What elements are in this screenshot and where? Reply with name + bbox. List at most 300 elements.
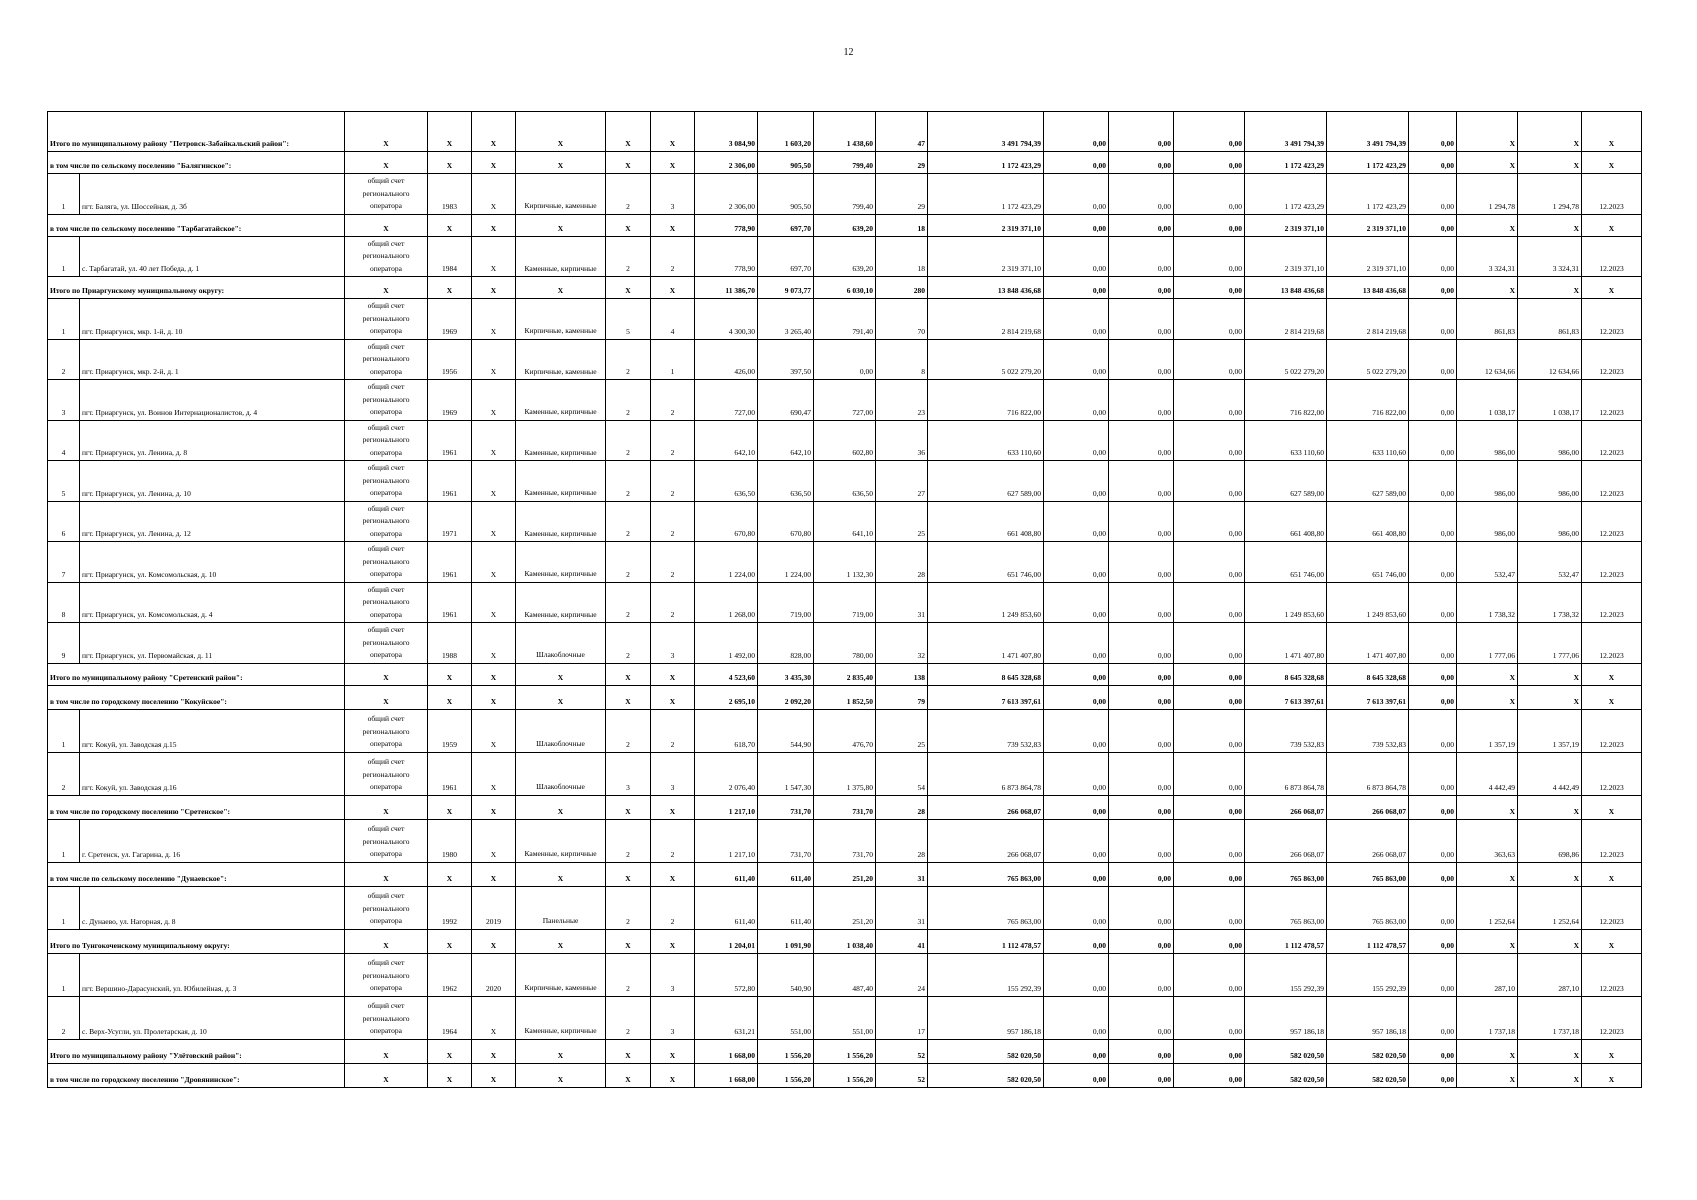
row-number: 1	[48, 709, 80, 752]
table-cell: 1 172 423,29	[1245, 174, 1327, 215]
table-cell: 1 556,20	[758, 1039, 814, 1063]
table-cell: 0,00	[1174, 152, 1245, 174]
row-number: 1	[48, 236, 80, 277]
table-cell: 611,40	[758, 886, 814, 929]
table-cell: 0,00	[1409, 214, 1457, 236]
table-cell: 540,90	[758, 953, 814, 996]
table-cell: 3 491 794,39	[1245, 112, 1327, 152]
table-cell: 0,00	[1109, 380, 1174, 421]
table-cell: 1 737,18	[1518, 996, 1582, 1039]
table-cell: 0,00	[1409, 542, 1457, 583]
table-cell: 1992	[428, 886, 472, 929]
table-cell: 799,40	[814, 152, 876, 174]
table-cell: 661 408,80	[1245, 501, 1327, 542]
table-cell: 1969	[428, 299, 472, 340]
address-cell: пгт. Приаргунск, ул. Комсомольская, д. 10	[80, 542, 345, 583]
table-cell: 2	[606, 461, 651, 502]
table-cell: 3	[651, 174, 695, 215]
table-cell: 1 294,78	[1457, 174, 1518, 215]
table-cell: X	[472, 819, 516, 862]
table-cell: 28	[876, 795, 928, 819]
table-cell: Каменные, кирпичные	[516, 501, 606, 542]
table-cell: X	[516, 795, 606, 819]
table-cell: 1 172 423,29	[928, 174, 1044, 215]
table-cell: 0,00	[1044, 420, 1109, 461]
table-cell: 7 613 397,61	[1327, 685, 1409, 709]
table-cell: Каменные, кирпичные	[516, 236, 606, 277]
table-cell: 1971	[428, 501, 472, 542]
table-cell: 618,70	[695, 709, 758, 752]
table-cell: X	[516, 663, 606, 685]
table-cell: 0,00	[1109, 996, 1174, 1039]
table-cell: Каменные, кирпичные	[516, 582, 606, 623]
table-cell: 2	[606, 236, 651, 277]
table-cell: Каменные, кирпичные	[516, 542, 606, 583]
table-cell: Каменные, кирпичные	[516, 380, 606, 421]
table-cell: 9 073,77	[758, 277, 814, 299]
table-cell: 0,00	[1044, 461, 1109, 502]
table-cell: X	[472, 996, 516, 1039]
table-cell: общий счет регионального оператора	[345, 299, 428, 340]
table-cell: 0,00	[1409, 236, 1457, 277]
address-cell: пгт. Приаргунск, мкр. 2-й, д. 1	[80, 339, 345, 380]
table-cell: 639,20	[814, 236, 876, 277]
table-cell: 12.2023	[1582, 542, 1642, 583]
summary-row	[48, 112, 1642, 152]
table-cell: 0,00	[1174, 582, 1245, 623]
table-cell: 0,00	[1174, 299, 1245, 340]
table-cell: 2 319 371,10	[1245, 236, 1327, 277]
table-cell: 2	[651, 236, 695, 277]
table-cell: 1 556,20	[814, 1039, 876, 1063]
table-cell: 0,00	[1109, 277, 1174, 299]
table-cell: 551,00	[758, 996, 814, 1039]
table-cell: 0,00	[1109, 1039, 1174, 1063]
table-cell: 0,00	[1109, 819, 1174, 862]
table-cell: 1962	[428, 953, 472, 996]
table-cell: 138	[876, 663, 928, 685]
table-cell: 7 613 397,61	[1245, 685, 1327, 709]
table-cell: 0,00	[1174, 929, 1245, 953]
table-cell: 1961	[428, 542, 472, 583]
table-cell: X	[1457, 929, 1518, 953]
table-cell: 0,00	[1174, 542, 1245, 583]
table-cell: X	[472, 420, 516, 461]
table-cell: 0,00	[1174, 862, 1245, 886]
table-cell: 0,00	[1174, 752, 1245, 795]
table-cell: 0,00	[1409, 663, 1457, 685]
table-cell: общий счет регионального оператора	[345, 501, 428, 542]
table-cell: 1980	[428, 819, 472, 862]
table-cell: 716 822,00	[1245, 380, 1327, 421]
table-cell: 0,00	[1044, 380, 1109, 421]
summary-label: в том числе по городскому поселению "Дровянинское":	[48, 1063, 345, 1087]
table-cell: 0,00	[1409, 623, 1457, 664]
table-cell: 627 589,00	[1245, 461, 1327, 502]
table-cell: X	[1518, 862, 1582, 886]
table-cell: 13 848 436,68	[1245, 277, 1327, 299]
table-cell: 2	[606, 582, 651, 623]
table-cell: 1 217,10	[695, 819, 758, 862]
table-cell: 0,00	[1109, 501, 1174, 542]
table-cell: 1 249 853,60	[1245, 582, 1327, 623]
table-cell: 905,50	[758, 174, 814, 215]
table-cell: 4 442,49	[1457, 752, 1518, 795]
table-cell: 2 092,20	[758, 685, 814, 709]
table-cell: 799,40	[814, 174, 876, 215]
table-cell: X	[651, 929, 695, 953]
table-cell: 0,00	[1409, 152, 1457, 174]
table-cell: 2 319 371,10	[1327, 236, 1409, 277]
table-cell: 2	[651, 501, 695, 542]
table-cell: X	[472, 1063, 516, 1087]
table-cell: 641,10	[814, 501, 876, 542]
table-cell: общий счет регионального оператора	[345, 953, 428, 996]
address-cell: с. Верх-Усугли, ул. Пролетарская, д. 10	[80, 996, 345, 1039]
table-cell: 1 294,78	[1518, 174, 1582, 215]
table-cell: 731,70	[814, 819, 876, 862]
table-cell: 1988	[428, 623, 472, 664]
table-cell: 905,50	[758, 152, 814, 174]
table-cell: общий счет регионального оператора	[345, 886, 428, 929]
table-cell: 0,00	[1409, 582, 1457, 623]
summary-label: в том числе по сельскому поселению "Дунаевское":	[48, 862, 345, 886]
table-cell: 986,00	[1457, 420, 1518, 461]
table-cell: 2	[651, 542, 695, 583]
table-cell: 957 186,18	[928, 996, 1044, 1039]
table-cell: 0,00	[1109, 752, 1174, 795]
table-cell: X	[1518, 112, 1582, 152]
summary-row	[48, 214, 1642, 236]
table-cell: 12.2023	[1582, 623, 1642, 664]
table-cell: X	[606, 277, 651, 299]
table-row	[48, 886, 1642, 929]
table-cell: 0,00	[1044, 174, 1109, 215]
table-cell: 2019	[472, 886, 516, 929]
table-cell: 0,00	[1044, 299, 1109, 340]
table-cell: 2	[606, 819, 651, 862]
table-cell: Каменные, кирпичные	[516, 996, 606, 1039]
table-cell: Кирпичные, каменные	[516, 299, 606, 340]
table-cell: 0,00	[1044, 685, 1109, 709]
table-cell: 17	[876, 996, 928, 1039]
table-cell: X	[1582, 214, 1642, 236]
table-cell: 986,00	[1518, 461, 1582, 502]
table-cell: 0,00	[1409, 461, 1457, 502]
table-cell: 1 668,00	[695, 1039, 758, 1063]
table-cell: 1 112 478,57	[928, 929, 1044, 953]
address-cell: пгт. Приаргунск, ул. Первомайская, д. 11	[80, 623, 345, 664]
table-cell: 2 695,10	[695, 685, 758, 709]
table-cell: общий счет регионального оператора	[345, 542, 428, 583]
table-cell: общий счет регионального оператора	[345, 236, 428, 277]
table-cell: 0,00	[1044, 886, 1109, 929]
table-cell: X	[345, 214, 428, 236]
row-number: 1	[48, 953, 80, 996]
table-cell: X	[472, 929, 516, 953]
row-number: 8	[48, 582, 80, 623]
table-row	[48, 299, 1642, 340]
table-cell: 0,00	[1044, 1063, 1109, 1087]
row-number: 9	[48, 623, 80, 664]
table-cell: 12.2023	[1582, 236, 1642, 277]
table-cell: 0,00	[1174, 1063, 1245, 1087]
table-cell: 1 224,00	[758, 542, 814, 583]
table-cell: X	[428, 277, 472, 299]
table-cell: 1 668,00	[695, 1063, 758, 1087]
table-cell: 828,00	[758, 623, 814, 664]
table-cell: X	[606, 112, 651, 152]
table-cell: 18	[876, 236, 928, 277]
table-cell: 1961	[428, 582, 472, 623]
table-cell: 0,00	[1174, 709, 1245, 752]
table-cell: 12.2023	[1582, 420, 1642, 461]
table-cell: 582 020,50	[1245, 1063, 1327, 1087]
table-cell: Кирпичные, каменные	[516, 174, 606, 215]
table-cell: X	[1582, 685, 1642, 709]
address-cell: с. Тарбагатай, ул. 40 лет Победа, д. 1	[80, 236, 345, 277]
row-number: 1	[48, 299, 80, 340]
table-cell: 661 408,80	[928, 501, 1044, 542]
table-cell: X	[651, 663, 695, 685]
table-cell: 1 038,17	[1518, 380, 1582, 421]
table-cell: общий счет регионального оператора	[345, 174, 428, 215]
table-cell: общий счет регионального оператора	[345, 339, 428, 380]
table-cell: 1 204,01	[695, 929, 758, 953]
table-cell: 12.2023	[1582, 752, 1642, 795]
row-number: 3	[48, 380, 80, 421]
table-cell: 363,63	[1457, 819, 1518, 862]
table-cell: X	[345, 663, 428, 685]
table-cell: 287,10	[1457, 953, 1518, 996]
table-cell: X	[428, 112, 472, 152]
table-cell: 0,00	[1174, 685, 1245, 709]
row-number: 2	[48, 996, 80, 1039]
table-cell: 778,90	[695, 236, 758, 277]
table-cell: X	[428, 1039, 472, 1063]
table-cell: 266 068,07	[1327, 795, 1409, 819]
table-cell: 636,50	[814, 461, 876, 502]
table-cell: 697,70	[758, 214, 814, 236]
table-cell: 155 292,39	[1245, 953, 1327, 996]
table-cell: 36	[876, 420, 928, 461]
table-cell: X	[472, 152, 516, 174]
table-cell: Кирпичные, каменные	[516, 339, 606, 380]
table-cell: X	[1457, 152, 1518, 174]
table-cell: 13 848 436,68	[1327, 277, 1409, 299]
table-cell: X	[1582, 1063, 1642, 1087]
table-cell: Кирпичные, каменные	[516, 953, 606, 996]
table-cell: 1 217,10	[695, 795, 758, 819]
table-cell: 11 386,70	[695, 277, 758, 299]
table-cell: X	[651, 1039, 695, 1063]
table-cell: 3	[651, 623, 695, 664]
table-cell: X	[472, 663, 516, 685]
table-cell: X	[1457, 214, 1518, 236]
row-number: 1	[48, 174, 80, 215]
table-cell: X	[345, 112, 428, 152]
table-cell: 532,47	[1518, 542, 1582, 583]
table-cell: X	[472, 380, 516, 421]
table-cell: 0,00	[1174, 623, 1245, 664]
table-cell: X	[516, 1039, 606, 1063]
table-cell: 611,40	[695, 886, 758, 929]
table-cell: 1 172 423,29	[928, 152, 1044, 174]
table-cell: X	[606, 152, 651, 174]
table-cell: X	[345, 795, 428, 819]
table-cell: 5 022 279,20	[1245, 339, 1327, 380]
table-cell: 0,00	[1109, 420, 1174, 461]
table-cell: 1 738,32	[1457, 582, 1518, 623]
table-cell: 0,00	[1174, 112, 1245, 152]
table-cell: 3 265,40	[758, 299, 814, 340]
table-cell: 0,00	[1409, 709, 1457, 752]
table-cell: 544,90	[758, 709, 814, 752]
table-cell: 426,00	[695, 339, 758, 380]
table-cell: 731,70	[814, 795, 876, 819]
table-cell: общий счет регионального оператора	[345, 623, 428, 664]
table-row	[48, 339, 1642, 380]
table-cell: 765 863,00	[928, 862, 1044, 886]
table-cell: 986,00	[1457, 461, 1518, 502]
table-cell: 0,00	[1109, 582, 1174, 623]
table-cell: X	[472, 709, 516, 752]
table-cell: 4	[651, 299, 695, 340]
table-cell: 0,00	[1044, 542, 1109, 583]
table-cell: 2	[606, 420, 651, 461]
table-cell: 0,00	[1109, 663, 1174, 685]
table-row	[48, 501, 1642, 542]
table-cell: 5 022 279,20	[1327, 339, 1409, 380]
table-cell: 3 324,31	[1518, 236, 1582, 277]
table-cell: 2	[606, 339, 651, 380]
table-cell: 32	[876, 623, 928, 664]
table-cell: X	[472, 339, 516, 380]
table-cell: 0,00	[1109, 862, 1174, 886]
table-cell: X	[606, 1063, 651, 1087]
table-cell: 0,00	[1409, 819, 1457, 862]
table-cell: 0,00	[1109, 112, 1174, 152]
table-cell: 1 556,20	[814, 1063, 876, 1087]
table-cell: 0,00	[1109, 795, 1174, 819]
table-cell: 0,00	[1409, 174, 1457, 215]
table-cell: X	[516, 862, 606, 886]
summary-label: Итого по муниципальному району "Петровск-Забайкальский район":	[48, 112, 345, 152]
table-cell: X	[472, 461, 516, 502]
table-cell: 0,00	[1409, 862, 1457, 886]
table-cell: 731,70	[758, 795, 814, 819]
table-cell: 861,83	[1518, 299, 1582, 340]
table-cell: 266 068,07	[1245, 819, 1327, 862]
address-cell: пгт. Вершино-Дарасунский, ул. Юбилейная, д. 3	[80, 953, 345, 996]
table-cell: 727,00	[814, 380, 876, 421]
table-cell: 765 863,00	[928, 886, 1044, 929]
table-cell: 47	[876, 112, 928, 152]
table-cell: 476,70	[814, 709, 876, 752]
table-cell: 1 249 853,60	[928, 582, 1044, 623]
table-cell: 31	[876, 582, 928, 623]
table-cell: 582 020,50	[1327, 1063, 1409, 1087]
table-cell: 2 814 219,68	[928, 299, 1044, 340]
table-cell: 0,00	[1044, 819, 1109, 862]
table-cell: 5 022 279,20	[928, 339, 1044, 380]
table-cell: 28	[876, 819, 928, 862]
table-cell: X	[1457, 862, 1518, 886]
table-cell: 1 852,50	[814, 685, 876, 709]
table-cell: 1961	[428, 461, 472, 502]
table-cell: 1959	[428, 709, 472, 752]
table-cell: Каменные, кирпичные	[516, 461, 606, 502]
summary-label: в том числе по городскому поселению "Кокуйское":	[48, 685, 345, 709]
table-cell: 551,00	[814, 996, 876, 1039]
table-cell: 633 110,60	[1245, 420, 1327, 461]
summary-row	[48, 685, 1642, 709]
table-cell: 12.2023	[1582, 709, 1642, 752]
table-cell: X	[1582, 795, 1642, 819]
table-cell: 0,00	[1044, 1039, 1109, 1063]
table-cell: 0,00	[1044, 795, 1109, 819]
table-cell: X	[1518, 929, 1582, 953]
table-cell: 155 292,39	[928, 953, 1044, 996]
table-cell: 0,00	[1174, 795, 1245, 819]
table-cell: X	[516, 929, 606, 953]
table-cell: 2	[651, 886, 695, 929]
table-cell: 602,80	[814, 420, 876, 461]
table-cell: X	[1582, 277, 1642, 299]
table-cell: 12.2023	[1582, 174, 1642, 215]
table-cell: 2 319 371,10	[928, 236, 1044, 277]
table-cell: X	[428, 214, 472, 236]
table-cell: 1964	[428, 996, 472, 1039]
table-cell: общий счет регионального оператора	[345, 461, 428, 502]
table-cell: 861,83	[1457, 299, 1518, 340]
table-row	[48, 996, 1642, 1039]
row-number: 1	[48, 886, 80, 929]
table-cell: 6 030,10	[814, 277, 876, 299]
address-cell: пгт. Приаргунск, ул. Ленина, д. 8	[80, 420, 345, 461]
table-cell: 0,00	[1044, 582, 1109, 623]
table-cell: 0,00	[1044, 929, 1109, 953]
table-cell: 582 020,50	[928, 1063, 1044, 1087]
table-cell: 1984	[428, 236, 472, 277]
table-cell: X	[345, 862, 428, 886]
table-cell: X	[1518, 152, 1582, 174]
table-cell: 651 746,00	[1245, 542, 1327, 583]
table-cell: 739 532,83	[1245, 709, 1327, 752]
table-cell: X	[345, 1039, 428, 1063]
table-cell: 2	[651, 420, 695, 461]
table-cell: 0,00	[1044, 752, 1109, 795]
table-cell: 0,00	[1409, 996, 1457, 1039]
table-cell: X	[1518, 1063, 1582, 1087]
table-cell: 2	[606, 886, 651, 929]
row-number: 1	[48, 819, 80, 862]
table-cell: 2	[606, 996, 651, 1039]
page-number: 12	[843, 47, 854, 58]
table-cell: 24	[876, 953, 928, 996]
table-cell: 0,00	[1174, 501, 1245, 542]
table-cell: X	[1457, 277, 1518, 299]
table-cell: 0,00	[1109, 685, 1174, 709]
table-cell: 2	[651, 819, 695, 862]
table-cell: X	[1518, 214, 1582, 236]
table-row	[48, 953, 1642, 996]
table-cell: 780,00	[814, 623, 876, 664]
table-cell: 0,00	[1409, 299, 1457, 340]
table-cell: 8 645 328,68	[1245, 663, 1327, 685]
table-cell: X	[345, 685, 428, 709]
address-cell: пгт. Кокуй, ул. Заводская д.15	[80, 709, 345, 752]
